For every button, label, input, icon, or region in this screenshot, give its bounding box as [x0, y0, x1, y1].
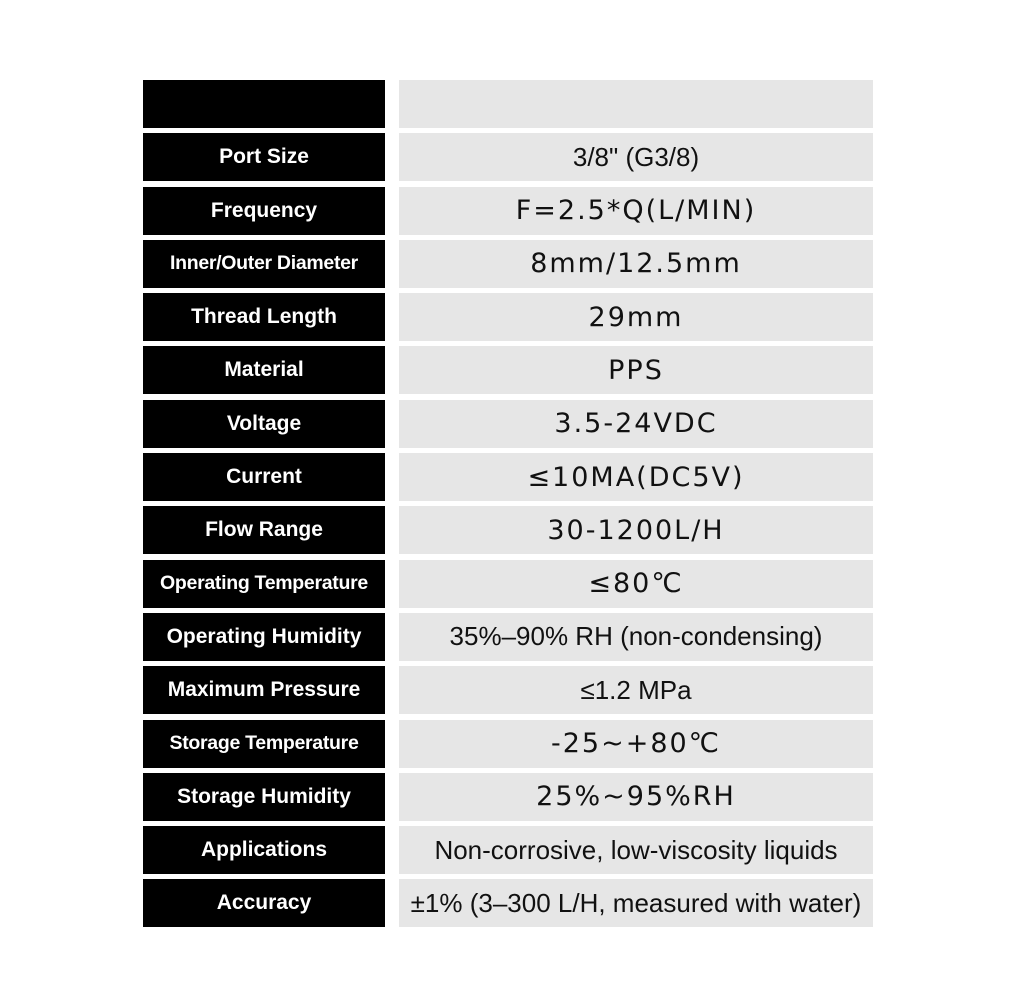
spec-value: ≤1.2 MPa	[399, 666, 873, 714]
spec-label: Port Size	[143, 133, 385, 181]
spec-label: Thread Length	[143, 293, 385, 341]
spec-row-applications	[143, 826, 873, 874]
spec-label: Applications	[143, 826, 385, 874]
spec-row-maximum-pressure	[143, 666, 873, 714]
spec-row-thread-length	[143, 293, 873, 341]
spec-row-inner-outer-diameter	[143, 240, 873, 288]
spec-value: 3/8" (G3/8)	[399, 133, 873, 181]
spec-label: Inner/Outer Diameter	[143, 240, 385, 288]
spec-table	[143, 80, 873, 927]
spec-value: F=2.5*Q(L/MIN)	[399, 187, 873, 235]
spec-value: PPS	[399, 346, 873, 394]
spec-label: Material	[143, 346, 385, 394]
spec-value: ≤10MA(DC5V)	[399, 453, 873, 501]
spec-row-accuracy	[143, 879, 873, 927]
spec-value: 8mm/12.5mm	[399, 240, 873, 288]
spec-row-operating-humidity	[143, 613, 873, 661]
spec-value: 30-1200L/H	[399, 506, 873, 554]
spec-value: -25~+80℃	[399, 720, 873, 768]
header-value-cell	[399, 80, 873, 128]
spec-label: Operating Humidity	[143, 613, 385, 661]
spec-row-voltage	[143, 400, 873, 448]
spec-value: 25%~95%RH	[399, 773, 873, 821]
spec-row-storage-temperature	[143, 720, 873, 768]
spec-label: Flow Range	[143, 506, 385, 554]
spec-row-frequency	[143, 187, 873, 235]
spec-row-current	[143, 453, 873, 501]
spec-label: Accuracy	[143, 879, 385, 927]
spec-value: ≤80℃	[399, 560, 873, 608]
spec-row-port-size	[143, 133, 873, 181]
spec-label: Maximum Pressure	[143, 666, 385, 714]
spec-value: ±1% (3–300 L/H, measured with water)	[399, 879, 873, 927]
spec-value: 3.5-24VDC	[399, 400, 873, 448]
spec-label: Voltage	[143, 400, 385, 448]
spec-row-material	[143, 346, 873, 394]
spec-label: Storage Humidity	[143, 773, 385, 821]
header-row	[143, 80, 873, 128]
spec-value: 35%–90% RH (non-condensing)	[399, 613, 873, 661]
spec-value: 29mm	[399, 293, 873, 341]
spec-label: Storage Temperature	[143, 720, 385, 768]
spec-label: Operating Temperature	[143, 560, 385, 608]
spec-row-operating-temperature	[143, 560, 873, 608]
spec-label: Frequency	[143, 187, 385, 235]
spec-row-flow-range	[143, 506, 873, 554]
spec-value: Non-corrosive, low-viscosity liquids	[399, 826, 873, 874]
spec-label: Current	[143, 453, 385, 501]
header-label-cell	[143, 80, 385, 128]
spec-row-storage-humidity	[143, 773, 873, 821]
